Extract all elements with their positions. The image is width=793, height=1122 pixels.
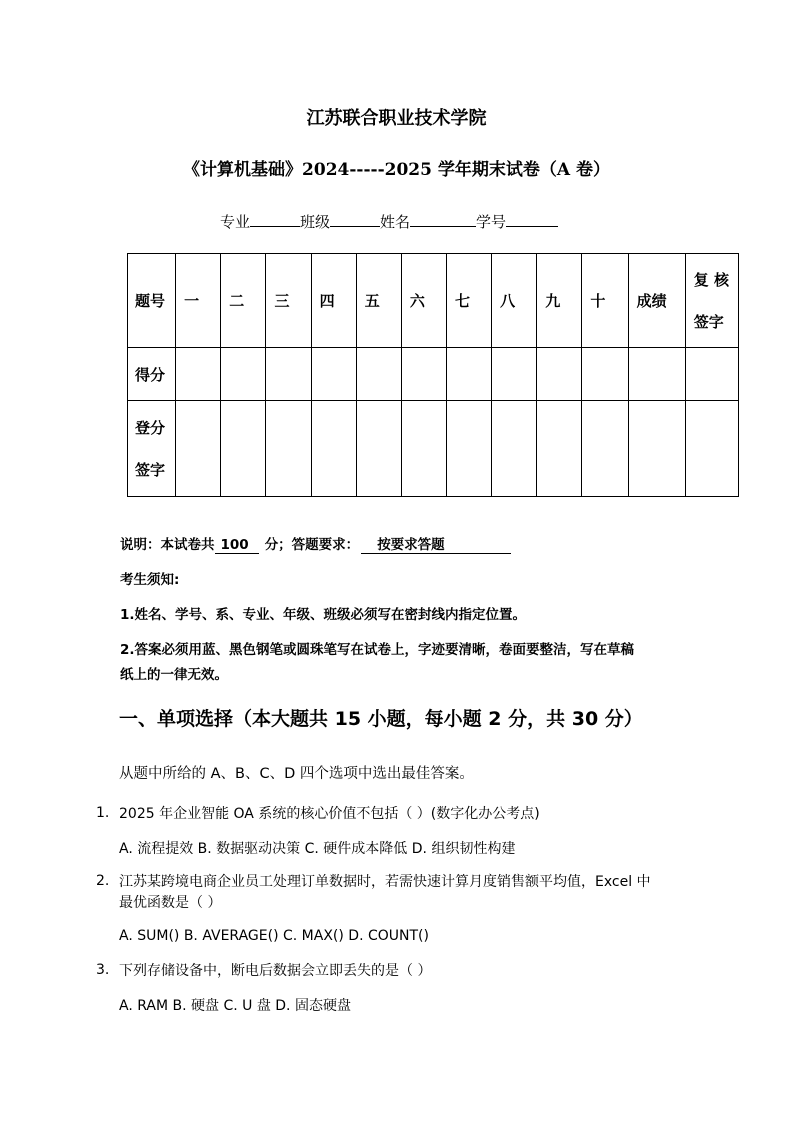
question-text: 2025 年企业智能 OA 系统的核心价值不包括（ ）(数字化办公考点)	[119, 806, 540, 822]
signature-cell[interactable]	[356, 401, 401, 497]
score-cell[interactable]	[628, 348, 685, 401]
desc-mid: 分；答题要求：	[264, 537, 360, 553]
score-cell[interactable]	[356, 348, 401, 401]
question-text-line-2: 最优函数是（ ）	[119, 895, 222, 911]
score-cell[interactable]	[176, 348, 221, 401]
question-number: 3.	[96, 962, 110, 978]
score-cell[interactable]	[685, 348, 738, 401]
col-header-1: 一	[176, 254, 221, 348]
score-cell[interactable]	[311, 348, 356, 401]
review-line2: 签字	[693, 312, 724, 331]
question-options: A. SUM() B. AVERAGE() C. MAX() D. COUNT()	[119, 928, 429, 944]
score-cell[interactable]	[266, 348, 311, 401]
section-instruction: 从题中所给的 A、B、C、D 四个选项中选出最佳答案。	[119, 766, 474, 782]
review-line1: 复 核	[693, 270, 729, 289]
class-blank[interactable]	[330, 212, 380, 227]
row-header-signature	[128, 401, 176, 497]
score-cell[interactable]	[492, 348, 537, 401]
signature-cell[interactable]	[266, 401, 311, 497]
student-info-line	[220, 211, 558, 232]
col-header-5: 五	[356, 254, 401, 348]
col-header-3: 三	[266, 254, 311, 348]
signature-cell[interactable]	[401, 401, 446, 497]
signature-cell[interactable]	[537, 401, 582, 497]
candidate-heading: 考生须知:	[120, 572, 180, 588]
total-score: 100	[215, 537, 259, 554]
exam-title: 《计算机基础》2024-----2025 学年期末试卷（A 卷）	[183, 160, 610, 180]
score-row	[128, 348, 739, 401]
rule-2-line-1: 2.答案必须用蓝、黑色钢笔或圆珠笔写在试卷上，字迹要清晰，卷面要整洁，写在草稿	[120, 642, 635, 658]
col-header-total: 成绩	[628, 254, 685, 348]
signature-cell[interactable]	[221, 401, 266, 497]
score-cell[interactable]	[582, 348, 628, 401]
signature-row	[128, 401, 739, 497]
name-label: 姓名	[380, 213, 411, 231]
question-number: 2.	[96, 873, 110, 889]
col-header-2: 二	[221, 254, 266, 348]
signature-cell[interactable]	[582, 401, 628, 497]
score-cell[interactable]	[221, 348, 266, 401]
signature-cell[interactable]	[628, 401, 685, 497]
exam-description	[120, 533, 700, 554]
question-text-line-1: 江苏某跨境电商企业员工处理订单数据时，若需快速计算月度销售额平均值，Excel 中	[119, 874, 651, 890]
score-cell[interactable]	[537, 348, 582, 401]
class-label: 班级	[300, 213, 331, 231]
rule-1: 1.姓名、学号、系、专业、年级、班级必须写在密封线内指定位置。	[120, 607, 527, 623]
section-heading: 一、单项选择（本大题共 15 小题，每小题 2 分，共 30 分）	[119, 708, 643, 730]
signature-cell[interactable]	[492, 401, 537, 497]
signature-cell[interactable]	[685, 401, 738, 497]
question-options: A. 流程提效 B. 数据驱动决策 C. 硬件成本降低 D. 组织韧性构建	[119, 841, 516, 857]
question-text: 下列存储设备中，断电后数据会立即丢失的是（ ）	[119, 963, 432, 979]
major-label: 专业	[220, 213, 251, 231]
col-header-7: 七	[447, 254, 492, 348]
signature-cell[interactable]	[447, 401, 492, 497]
answer-requirement: 按要求答题	[361, 533, 511, 554]
score-table	[127, 253, 739, 497]
col-header-10: 十	[582, 254, 628, 348]
row-header-score: 得分	[128, 348, 176, 401]
row-header-question-number: 题号	[128, 254, 176, 348]
signature-line2: 签字	[135, 460, 166, 479]
col-header-4: 四	[311, 254, 356, 348]
student-id-blank[interactable]	[506, 212, 558, 227]
score-cell[interactable]	[401, 348, 446, 401]
signature-cell[interactable]	[176, 401, 221, 497]
score-cell[interactable]	[447, 348, 492, 401]
question-number: 1.	[96, 805, 110, 821]
name-blank[interactable]	[410, 212, 476, 227]
school-title: 江苏联合职业技术学院	[306, 108, 487, 129]
col-header-review	[685, 254, 738, 348]
col-header-8: 八	[492, 254, 537, 348]
col-header-6: 六	[401, 254, 446, 348]
question-options: A. RAM B. 硬盘 C. U 盘 D. 固态硬盘	[119, 998, 351, 1014]
rule-2-line-2: 纸上的一律无效。	[120, 667, 228, 683]
major-blank[interactable]	[250, 212, 300, 227]
question-number-row	[128, 254, 739, 348]
student-id-label: 学号	[476, 213, 507, 231]
desc-prefix: 说明：本试卷共	[120, 537, 215, 553]
signature-cell[interactable]	[311, 401, 356, 497]
col-header-9: 九	[537, 254, 582, 348]
signature-line1: 登分	[135, 418, 166, 437]
